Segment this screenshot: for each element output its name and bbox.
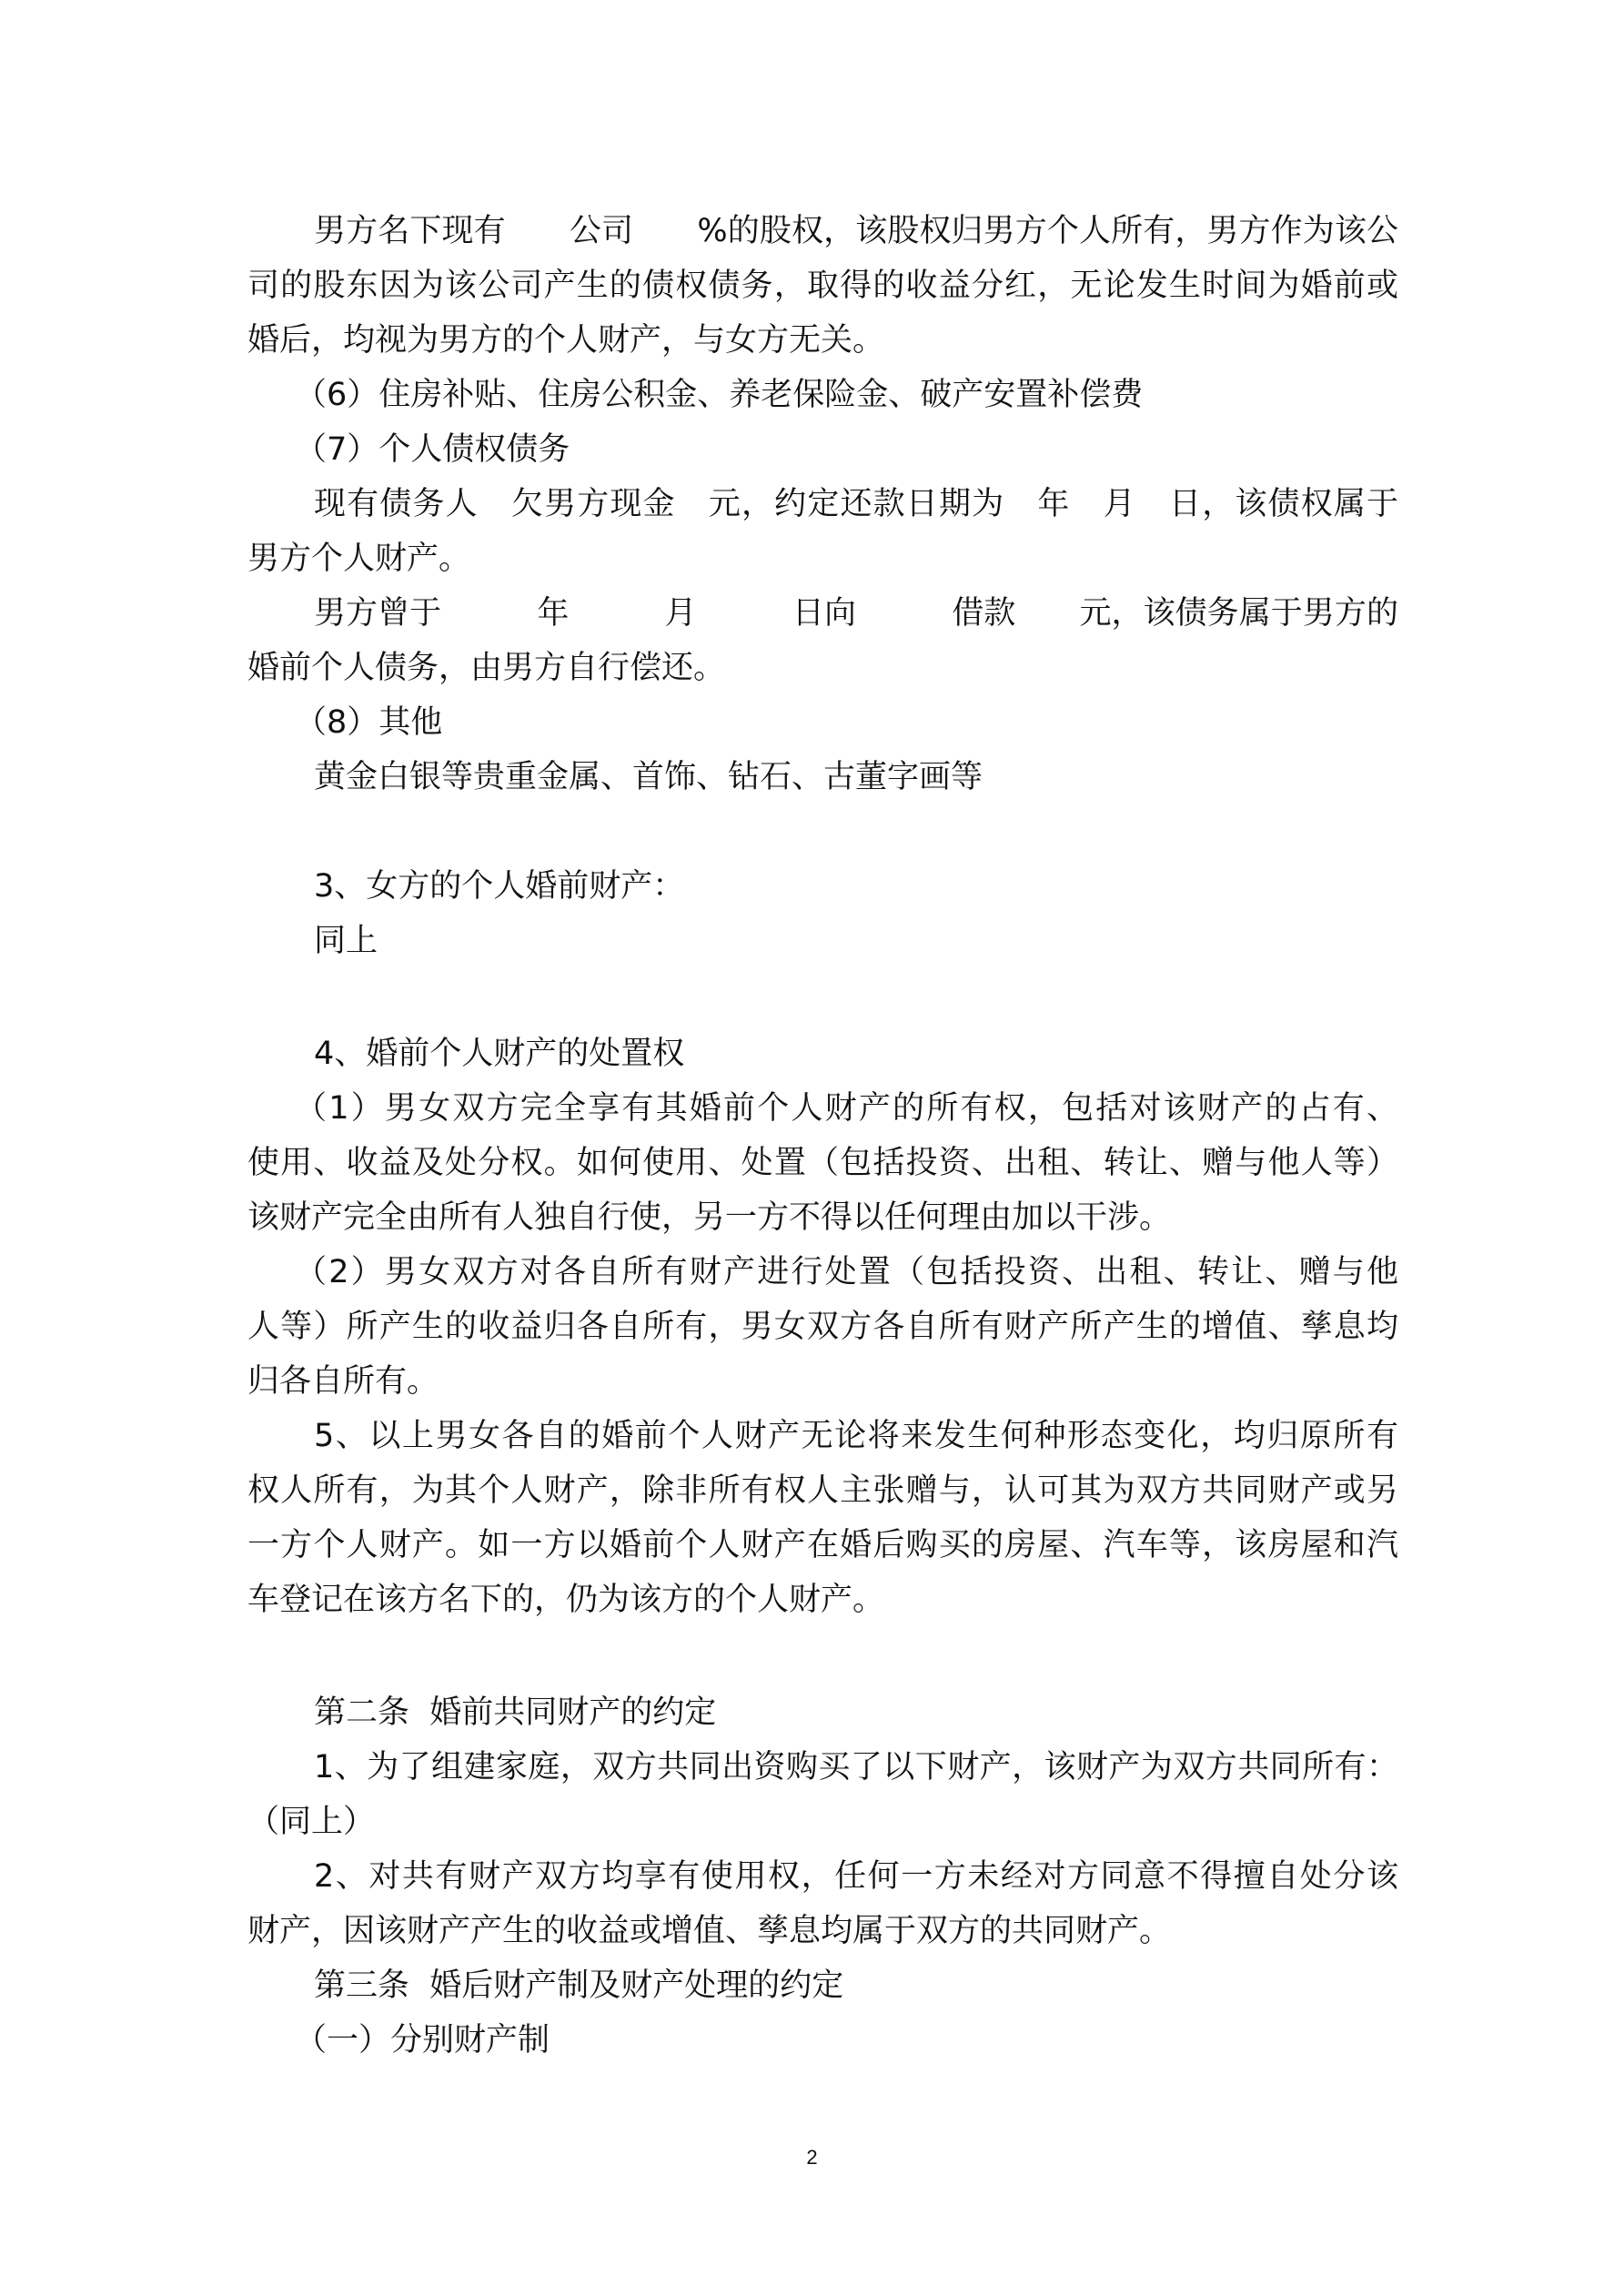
text-line: 婚前个人债务，由男方自行偿还。 <box>247 650 726 686</box>
text-line: （1）男女双方完全享有其婚前个人财产的所有权，包括对该财产的占有、 <box>295 1090 1398 1127</box>
text-line: （一）分别财产制 <box>295 2022 550 2058</box>
text-line: 2、对共有财产双方均享有使用权，任何一方未经对方同意不得擅自处分该 <box>314 1858 1398 1895</box>
text-line: 4、婚前个人财产的处置权 <box>314 1036 685 1072</box>
text-line: 同上 <box>314 923 378 959</box>
text-line: 人等）所产生的收益归各自所有，男女双方各自所有财产所产生的增值、孳息均 <box>247 1309 1398 1345</box>
text-line: （6）住房补贴、住房公积金、养老保险金、破产安置补偿费 <box>295 377 1144 413</box>
blank-line <box>247 1627 1398 1682</box>
text-line: （2）男女双方对各自所有财产进行处置（包括投资、出租、转让、赠与他 <box>295 1254 1398 1290</box>
text-line: 婚后，均视为男方的个人财产，与女方无关。 <box>247 322 885 359</box>
text-line: 车登记在该方名下的，仍为该方的个人财产。 <box>247 1582 885 1618</box>
text-line: （同上） <box>247 1804 376 1840</box>
text-line: 财产，因该财产产生的收益或增值、孳息均属于双方的共同财产。 <box>247 1913 1172 1949</box>
text-line: 权人所有，为其个人财产，除非所有权人主张赠与，认可其为双方共同财产或另 <box>247 1472 1398 1509</box>
text-line: 男方曾于 年 月 日向 借款 元，该债务属于男方的 <box>314 595 1398 632</box>
text-line: 一方个人财产。如一方以婚前个人财产在婚后购买的房屋、汽车等，该房屋和汽 <box>247 1527 1398 1563</box>
text-line: 现有债务人 欠男方现金 元，约定还款日期为 年 月 日，该债权属于 <box>314 486 1398 522</box>
text-line: 1、为了组建家庭，双方共同出资购买了以下财产，该财产为双方共同所有： <box>314 1749 1398 1785</box>
text-line: 黄金白银等贵重金属、首饰、钻石、古董字画等 <box>314 759 983 795</box>
text-line: 第二条 婚前共同财产的约定 <box>314 1694 717 1731</box>
document-body <box>247 204 1398 2068</box>
text-line: （8）其他 <box>295 704 443 741</box>
page-number: 2 <box>806 2146 818 2169</box>
text-line: 司的股东因为该公司产生的债权债务，取得的收益分红，无论发生时间为婚前或 <box>247 268 1398 304</box>
text-line: 男方个人财产。 <box>247 541 471 577</box>
blank-line <box>247 968 1398 1023</box>
text-line: 男方名下现有 公司 %的股权，该股权归男方个人所有，男方作为该公 <box>314 213 1398 249</box>
text-line: 第三条 婚后财产制及财产处理的约定 <box>314 1967 844 2004</box>
text-line: 使用、收益及处分权。如何使用、处置（包括投资、出租、转让、赠与他人等） <box>247 1145 1398 1181</box>
text-line: 该财产完全由所有人独自行使，另一方不得以任何理由加以干涉。 <box>247 1199 1172 1236</box>
text-line: 3、女方的个人婚前财产： <box>314 868 685 905</box>
text-line: （7）个人债权债务 <box>295 431 570 468</box>
text-line: 5、以上男女各自的婚前个人财产无论将来发生何种形态变化，均归原所有 <box>314 1418 1398 1454</box>
blank-line <box>247 804 1398 859</box>
text-line: 归各自所有。 <box>247 1363 439 1400</box>
